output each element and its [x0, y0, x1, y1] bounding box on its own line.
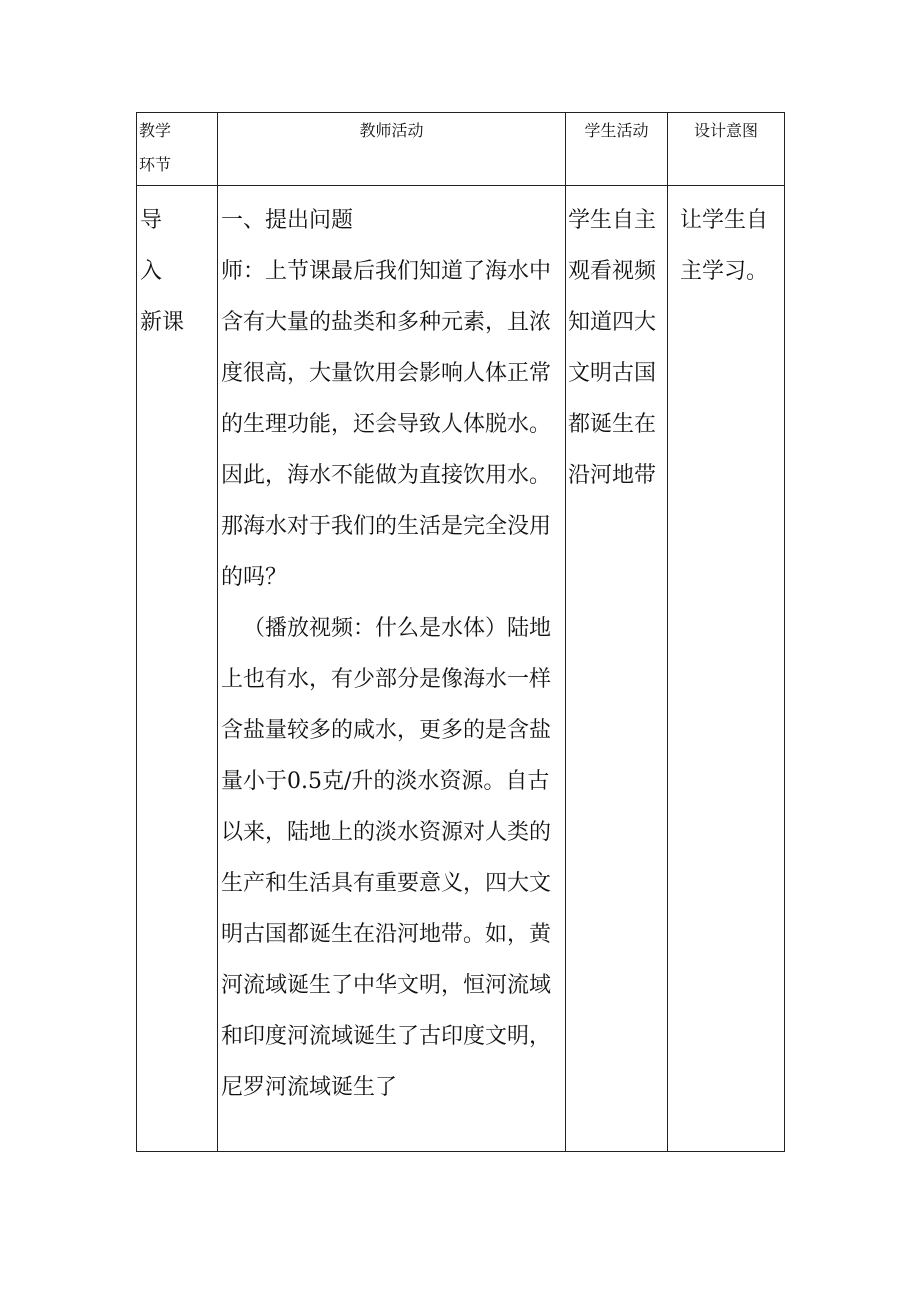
header-stage-line2: 环节 — [139, 155, 172, 174]
header-stage — [137, 113, 218, 186]
teacher-paragraph-2: （播放视频：什么是水体）陆地上也有水，有少部分是像海水一样含盐量较多的咸水，更多的是含盐量小于0.5克/升的淡水资源。自古以来，陆地上的淡水资源对人类的生产和生活具有重要意义，四大文明古国都诞生在沿河地带。如，黄河流域诞生了中华文明，恒河流域和印度河流域诞生了古印度文明，尼罗河流域诞生了 — [221, 616, 552, 1100]
teacher-title: 一、提出问题 — [221, 208, 354, 233]
design-intent-cell: 让学生自主学习。 — [668, 186, 785, 1152]
stage-line2: 新课 — [140, 310, 185, 335]
header-design-intent: 设计意图 — [668, 113, 785, 186]
header-stage-line1: 教学 — [139, 121, 172, 140]
table-row — [137, 186, 785, 1152]
teacher-activity-cell — [218, 186, 566, 1152]
header-student-activity: 学生活动 — [566, 113, 668, 186]
header-teacher-activity: 教师活动 — [218, 113, 566, 186]
stage-cell — [137, 186, 218, 1152]
table-header-row — [137, 113, 785, 186]
student-activity-cell: 学生自主观看视频知道四大文明古国都诞生在沿河地带 — [566, 186, 668, 1152]
teacher-paragraph-1: 师：上节课最后我们知道了海水中含有大量的盐类和多种元素，且浓度很高，大量饮用会影响人体正常的生理功能，还会导致人体脱水。因此，海水不能做为直接饮用水。那海水对于我们的生活是完全没用的吗？ — [221, 259, 552, 590]
lesson-plan-table — [136, 112, 785, 1152]
stage-line1: 导 入 — [140, 208, 207, 284]
